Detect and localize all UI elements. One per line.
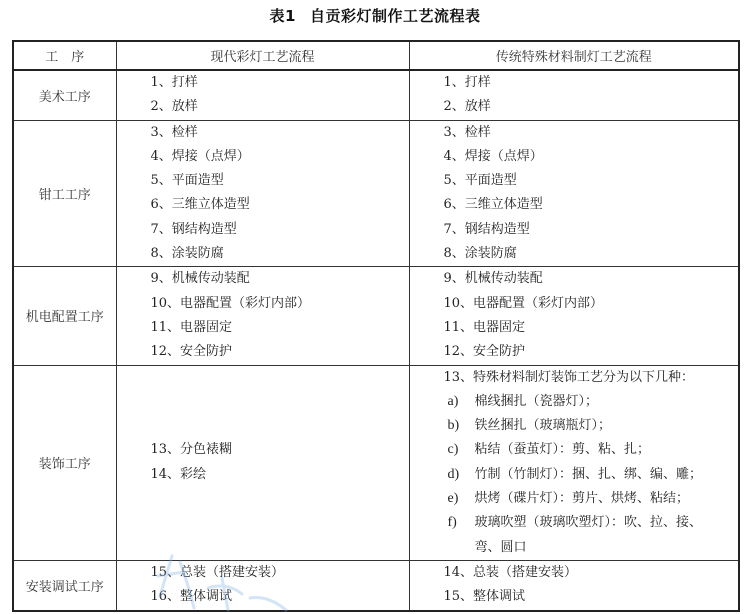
- table-header-row: [13, 41, 739, 70]
- sub-step-label: c): [447, 442, 459, 458]
- step-item: 11、电器固定: [443, 319, 526, 335]
- stage-cell: 美术工序: [13, 70, 116, 120]
- step-item: 9、机械传动装配: [150, 271, 250, 287]
- step-item: 3、检样: [150, 124, 198, 140]
- step-item: 4、焊接（点焊）: [443, 148, 543, 164]
- sub-step-label: a): [447, 393, 459, 409]
- table-number: 表1: [269, 7, 296, 25]
- modern-steps-cell: [116, 560, 409, 610]
- table-row: [13, 365, 739, 560]
- stage-cell: 装饰工序: [13, 365, 116, 560]
- step-item: 8、涂装防腐: [150, 246, 224, 262]
- sub-step-label: b): [447, 418, 460, 434]
- sub-step-item: [444, 463, 739, 487]
- header-modern-process: 现代彩灯工艺流程: [116, 41, 409, 70]
- header-stage: 工 序: [13, 41, 116, 70]
- table-row: [13, 70, 739, 120]
- step-item: 1、打样: [443, 75, 491, 90]
- modern-steps-cell: [116, 365, 409, 560]
- modern-steps-cell: [116, 267, 409, 365]
- sub-step-label: e): [447, 491, 459, 507]
- step-item: 11、电器固定: [150, 319, 233, 335]
- stage-cell: 钳工工序: [13, 120, 116, 267]
- process-flow-table: [12, 40, 740, 612]
- step-item: 13、分色裱糊: [150, 442, 233, 458]
- step-item: 4、焊接（点焊）: [150, 148, 250, 164]
- sub-step-text: 粘结（蚕茧灯）：剪、粘、扎；: [474, 442, 651, 458]
- table-row: [13, 120, 739, 267]
- sub-step-text: 铁丝捆扎（玻璃瓶灯）；: [474, 418, 612, 434]
- sub-step-text: 竹制（竹制灯）：捆、扎、绑、编、雕；: [474, 466, 703, 482]
- sub-step-item: [444, 487, 739, 511]
- stage-cell: 安装调试工序: [13, 560, 116, 610]
- sub-step-item: [444, 438, 739, 462]
- step-item: 16、整体调试: [150, 589, 233, 605]
- step-item: 9、机械传动装配: [443, 271, 543, 287]
- step-item: 12、安全防护: [443, 344, 526, 360]
- traditional-steps-cell: [409, 70, 739, 120]
- step-item: 6、三维立体造型: [150, 197, 250, 213]
- sub-step-text: 棉线捆扎（瓷器灯）；: [474, 393, 599, 409]
- step-item: 10、电器配置（彩灯内部）: [443, 295, 604, 311]
- traditional-steps-cell: [409, 365, 739, 560]
- sub-step-label: f): [447, 515, 457, 531]
- table-row: [13, 560, 739, 610]
- step-item: 14、总装（搭建安装）: [443, 564, 578, 580]
- traditional-steps-cell: [409, 560, 739, 610]
- table-row: [13, 267, 739, 365]
- step-item: 15、整体调试: [443, 589, 526, 605]
- step-item: 3、检样: [443, 124, 491, 140]
- sub-step-label: d): [447, 466, 460, 482]
- step-item: 10、电器配置（彩灯内部）: [150, 295, 311, 311]
- step-item: 2、放样: [443, 99, 491, 115]
- step-item: 15、总装（搭建安装）: [150, 564, 285, 580]
- traditional-steps-cell: [409, 120, 739, 267]
- step-item: 13、特殊材料制灯装饰工艺分为以下几种：: [443, 369, 695, 385]
- step-item: 12、安全防护: [150, 344, 233, 360]
- sub-step-item: [444, 390, 739, 414]
- step-item: 5、平面造型: [150, 173, 224, 189]
- step-item: 7、钢结构造型: [150, 221, 237, 237]
- step-item: 1、打样: [150, 75, 198, 90]
- step-item: 8、涂装防腐: [443, 246, 517, 262]
- stage-cell: 机电配置工序: [13, 267, 116, 365]
- step-item: 14、彩绘: [150, 466, 207, 482]
- modern-steps-cell: [116, 120, 409, 267]
- step-item: 2、放样: [150, 99, 198, 115]
- table-title-text: 自贡彩灯制作工艺流程表: [309, 7, 481, 25]
- traditional-steps-cell: [409, 267, 739, 365]
- sub-step-item: [444, 414, 739, 438]
- sub-step-item: [444, 511, 739, 535]
- sub-step-text: 烘烤（碟片灯）：剪片、烘烤、粘结；: [474, 491, 690, 507]
- header-traditional-process: 传统特殊材料制灯工艺流程: [409, 41, 739, 70]
- sub-step-continuation: 弯、圆口: [474, 539, 527, 555]
- step-item: 7、钢结构造型: [443, 221, 530, 237]
- sub-step-text: 玻璃吹塑（玻璃吹塑灯）：吹、拉、接、: [474, 515, 703, 531]
- modern-steps-cell: [116, 70, 409, 120]
- step-item: 6、三维立体造型: [443, 197, 543, 213]
- table-title: [0, 5, 750, 26]
- step-item: 5、平面造型: [443, 173, 517, 189]
